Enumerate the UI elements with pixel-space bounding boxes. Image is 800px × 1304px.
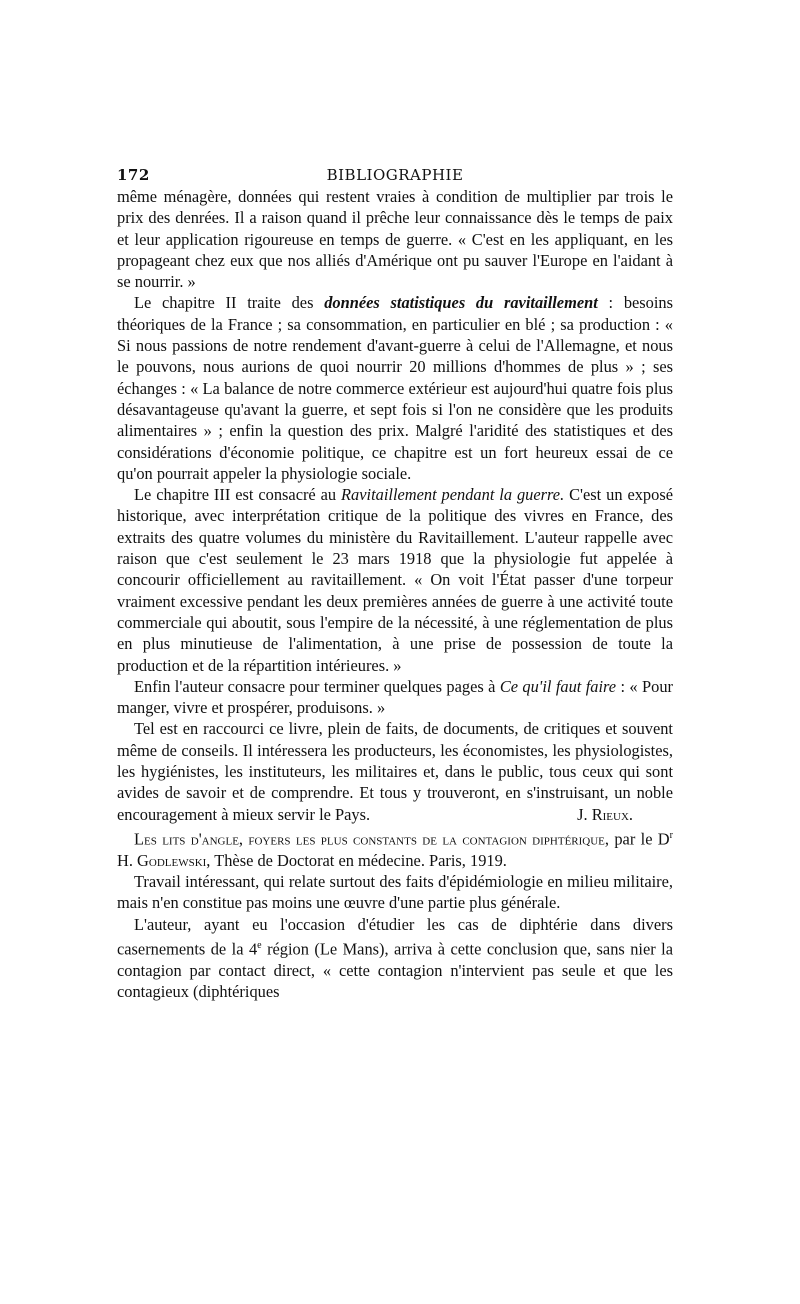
paragraph-text: : besoins théoriques de la France ; sa consommation, en particulier en blé ; sa production : « Si nous passions de notre rendement d'avant-guerre à celui de l'Allemagne, et nous le pouvons, nous aurions de quoi nourrir 20 millions d'hommes de plus » ; ses échanges : « La balance de notre commerce extérieur est aujourd'hui quatre fois plus désavantageuse qu'avant la guerre, et sept fois si l'on ne considère que les produits alimentaires » ; enfin la question des prix. Malgré l'aridité des statistiques et des considérations d'économie politique, ce chapitre est un fort heureux essai de ce qu'on pourrait appeler la physiologie sociale. [117, 293, 673, 483]
paragraph: Travail intéressant, qui relate surtout des faits d'épidémiologie en milieu militaire, mais n'en constitue pas moins une œuvre d'une partie plus générale. [117, 871, 673, 913]
paragraph [117, 484, 673, 676]
paragraph-text: Le chapitre II traite des [134, 293, 314, 313]
review-heading [117, 825, 673, 871]
paragraph: même ménagère, données qui restent vraies à condition de multiplier par trois le prix des denrées. Il a raison quand il prêche leur connaissance dès le temps de paix et leur application rigoureuse en temps de guerre. « C'est en les appliquant, en les propageant chez eux que nos alliés d'Amérique ont pu sauver l'Europe en l'aidant à se nourrir. » [117, 187, 673, 292]
paragraph-text: : « Pour manger, vivre et prospérer, produisons. » [117, 676, 673, 718]
paragraph [117, 676, 673, 719]
page-header [117, 158, 673, 186]
review-thesis: Thèse de Doctorat en médecine. Paris, 1919. [214, 850, 507, 870]
paragraph-text: Tel est en raccourci ce livre, plein de faits, de documents, de critiques et souvent même de conseils. Il intéressera les producteurs, les économistes, les physiologistes, les hygiénistes, les instituteurs, les militaires et, dans le public, tous ceux qui sont avides de savoir et de comprendre. Et tous y trouveront, en s'instruisant, un noble encouragement à mieux servir le Pays. [117, 719, 673, 824]
emphasis: Ce qu'il faut faire [499, 676, 617, 696]
book-page [117, 158, 673, 1002]
paragraph-text: Le chapitre III est consacré au [134, 485, 337, 505]
paragraph [117, 718, 673, 824]
paragraph-text: région (Le Mans), arriva à cette conclusion que, sans nier la contagion par contact direct, « cette contagion n'intervient pas seule et que les contagieux (diphtériques [117, 939, 673, 1001]
review-by: par le D [614, 829, 670, 849]
emphasis: Ravitaillement pendant la guerre. [341, 485, 565, 505]
page-number: 172 [117, 166, 150, 184]
ordinal-superscript: e [257, 939, 262, 951]
emphasis: données statistiques du ravitaillement [324, 293, 598, 313]
paragraph-text: Enfin l'auteur consacre pour terminer quelques pages à [134, 676, 496, 696]
review-author: H. Godlewski, [117, 850, 211, 870]
review-title: Les lits d'angle, foyers les plus constants de la contagion diphtérique, [134, 829, 609, 849]
paragraph-text: C'est un exposé historique, avec interprétation critique de la politique des vivres en France, des extraits des quatre volumes du ministère du Ravitaillement. L'auteur rappelle avec raison que c'est seulement le 23 mars 1918 que la physiologie fut appelée à concourir officiellement au ravitaillement. « On voit l'État passer d'une torpeur vraiment excessive pendant les deux premières années de guerre à une activité toute commerciale qui aboutit, sous l'empire de la nécessité, à une réglementation de plus en plus minutieuse de l'alimentation, à une prise de possession de toute la production et de la répartition intérieures. » [117, 485, 673, 675]
paragraph [117, 914, 673, 1003]
doctor-superscript: r [669, 829, 673, 841]
paragraph [117, 292, 673, 484]
paragraph-text: L'auteur, ayant eu l'occasion d'étudier les cas de diphtérie dans divers casernements de la 4 [117, 914, 673, 959]
running-title: BIBLIOGRAPHIE [326, 166, 464, 184]
body-text [117, 186, 673, 1002]
signature: J. Rieux. [577, 804, 633, 824]
